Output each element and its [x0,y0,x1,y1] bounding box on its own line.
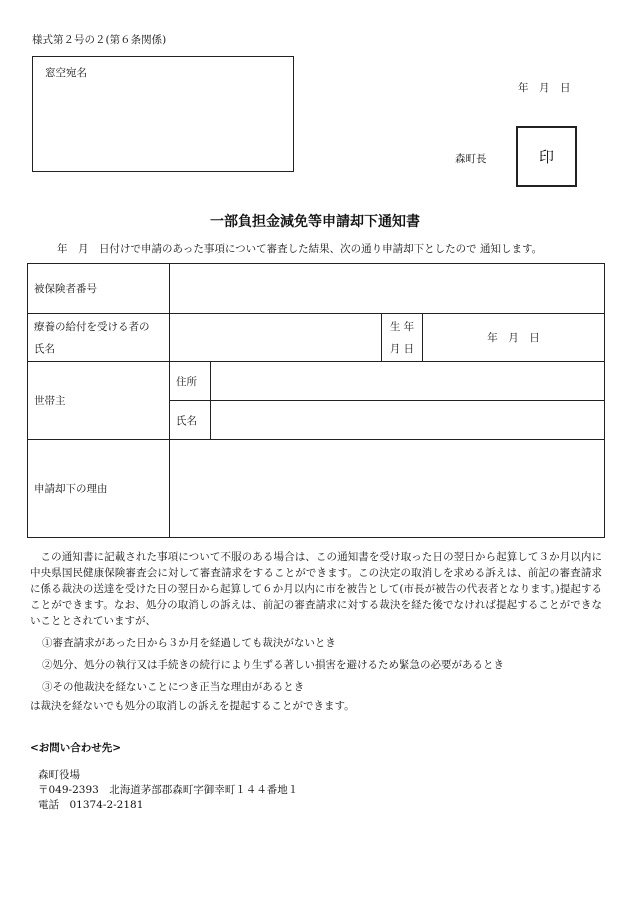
table-row [28,314,605,362]
application-table [27,263,605,538]
contact-office: 森町役場 [38,769,80,781]
address-window-label: 窓空宛名 [45,67,87,79]
householder-address-label: 住所 [170,362,211,401]
contact-address: 〒049-2393 北海道茅部郡森町字御幸町１４４番地１ [38,784,299,796]
appeal-paragraph [30,549,602,629]
seal-stamp-box [516,126,577,187]
list-item: ①審査請求があった日から３か月を経過しても裁決がないとき [42,637,336,649]
recipient-name-label-line1: 療養の給付を受ける者の [34,320,150,333]
contact-block [38,768,298,813]
issuer-name: 森町長 [455,153,487,165]
form-number: 様式第２号の２(第６条関係) [32,34,167,46]
appeal-conditions-list [42,632,504,698]
householder-name-label: 氏名 [170,401,211,440]
inquiry-heading: <お問い合わせ先> [30,742,122,754]
appeal-tail-sentence: は裁決を経ないでも処分の取消しの訴えを提起することができます。 [30,700,355,712]
contact-phone: 電話 01374-2-2181 [38,799,144,811]
householder-label: 世帯主 [28,362,170,440]
recipient-name-label-line2: 氏名 [34,342,55,355]
insured-number-label: 被保険者番号 [28,264,170,314]
birth-date-label [382,314,423,362]
birth-date-label-line2: 月 日 [389,342,415,355]
document-title: 一部負担金減免等申請却下通知書 [210,214,420,230]
issue-date: 年 月 日 [518,82,571,94]
birth-date-value[interactable]: 年 月 日 [423,314,605,362]
list-item: ②処分、処分の執行又は手続きの続行により生ずる著しい損害を避けるため緊急の必要があるとき [42,659,504,671]
table-row [28,264,605,314]
appeal-paragraph-text: この通知書に記載された事項について不服のある場合は、この通知書を受け取った日の翌日から起算して３か月以内に中央県国民健康保険審査会に対して審査請求をすることができます。この決定の取消しを求める訴えは、前記の審査請求に係る裁決の送達を受けた日の翌日から起算して６か月以内に市を被告として(市長が被告の代表者となります。)提起することができます。なお、処分の取消しの訴えは、前記の審査請求に対する裁決を経た後でなければ提起することができないこととされていますが、 [30,551,602,627]
householder-name-value[interactable] [211,401,605,440]
table-row [28,362,605,401]
insured-number-value[interactable] [170,264,605,314]
list-item: ③その他裁決を経ないことにつき正当な理由があるとき [42,681,305,693]
recipient-name-value[interactable] [170,314,382,362]
recipient-name-label [28,314,170,362]
seal-label: 印 [538,148,554,166]
rejection-reason-value[interactable] [170,440,605,538]
address-window-box [32,56,294,172]
notice-sentence: 年 月 日付けで申請のあった事項について審査した結果、次の通り申請却下としたので 通知します。 [57,243,543,255]
table-row [28,440,605,538]
rejection-reason-label: 申請却下の理由 [28,440,170,538]
householder-address-value[interactable] [211,362,605,401]
birth-date-label-line1: 生 年 [389,320,415,333]
